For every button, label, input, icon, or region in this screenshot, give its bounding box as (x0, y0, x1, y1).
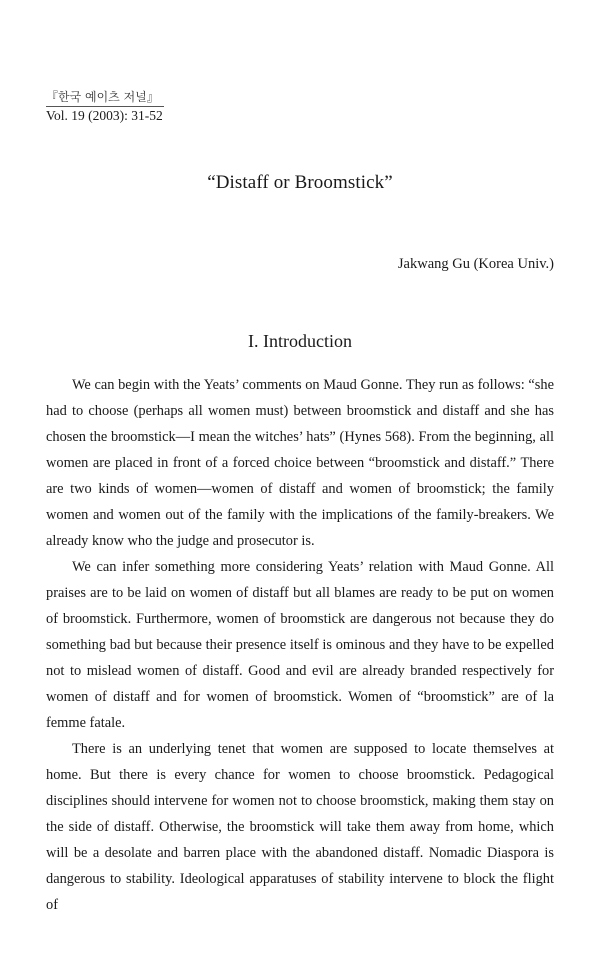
journal-header (46, 90, 166, 124)
body-text (46, 372, 554, 918)
paragraph: We can infer something more considering Yeats’ relation with Maud Gonne. All praises are to be laid on women of distaff but all blames are ready to be put on women of broomstick. Furthermore, women of broomstick are dangerous not because they do something bad but because their presence itself is ominous and they have to be expelled not to mislead women of distaff. Good and evil are already branded respectively for women of distaff and for women of broomstick. Women of “broomstick” are of la femme fatale. (46, 559, 554, 731)
journal-name: 『한국 예이츠 저널』 (46, 90, 164, 107)
section-heading: I. Introduction (248, 331, 352, 351)
author-affiliation: Jakwang Gu (Korea Univ.) (397, 256, 554, 272)
paragraph: We can begin with the Yeats’ comments on Maud Gonne. They run as follows: “she had to choose (perhaps all women must) between broomstick and distaff and she has chosen the broomstick—I mean the witches’ hats” (Hynes 568). From the beginning, all women are placed in front of a forced choice between “broomstick and distaff.” There are two kinds of women—women of distaff and women of broomstick; the family women and women out of the family with the implications of the family-breakers. We already know who the judge and prosecutor is. (46, 377, 554, 549)
volume-info: Vol. 19 (2003): 31-52 (46, 108, 163, 123)
article-title: “Distaff or Broomstick” (207, 172, 393, 193)
paragraph: There is an underlying tenet that women are supposed to locate themselves at home. But there is every chance for women to choose broomstick. Pedagogical disciplines should intervene for women not to choose broomstick, making them stay on the side of distaff. Otherwise, the broomstick will take them away from home, which will be a desolate and barren place with the abandoned distaff. Nomadic Diaspora is dangerous to stability. Ideological apparatuses of stability intervene to block the flight of (46, 741, 554, 913)
